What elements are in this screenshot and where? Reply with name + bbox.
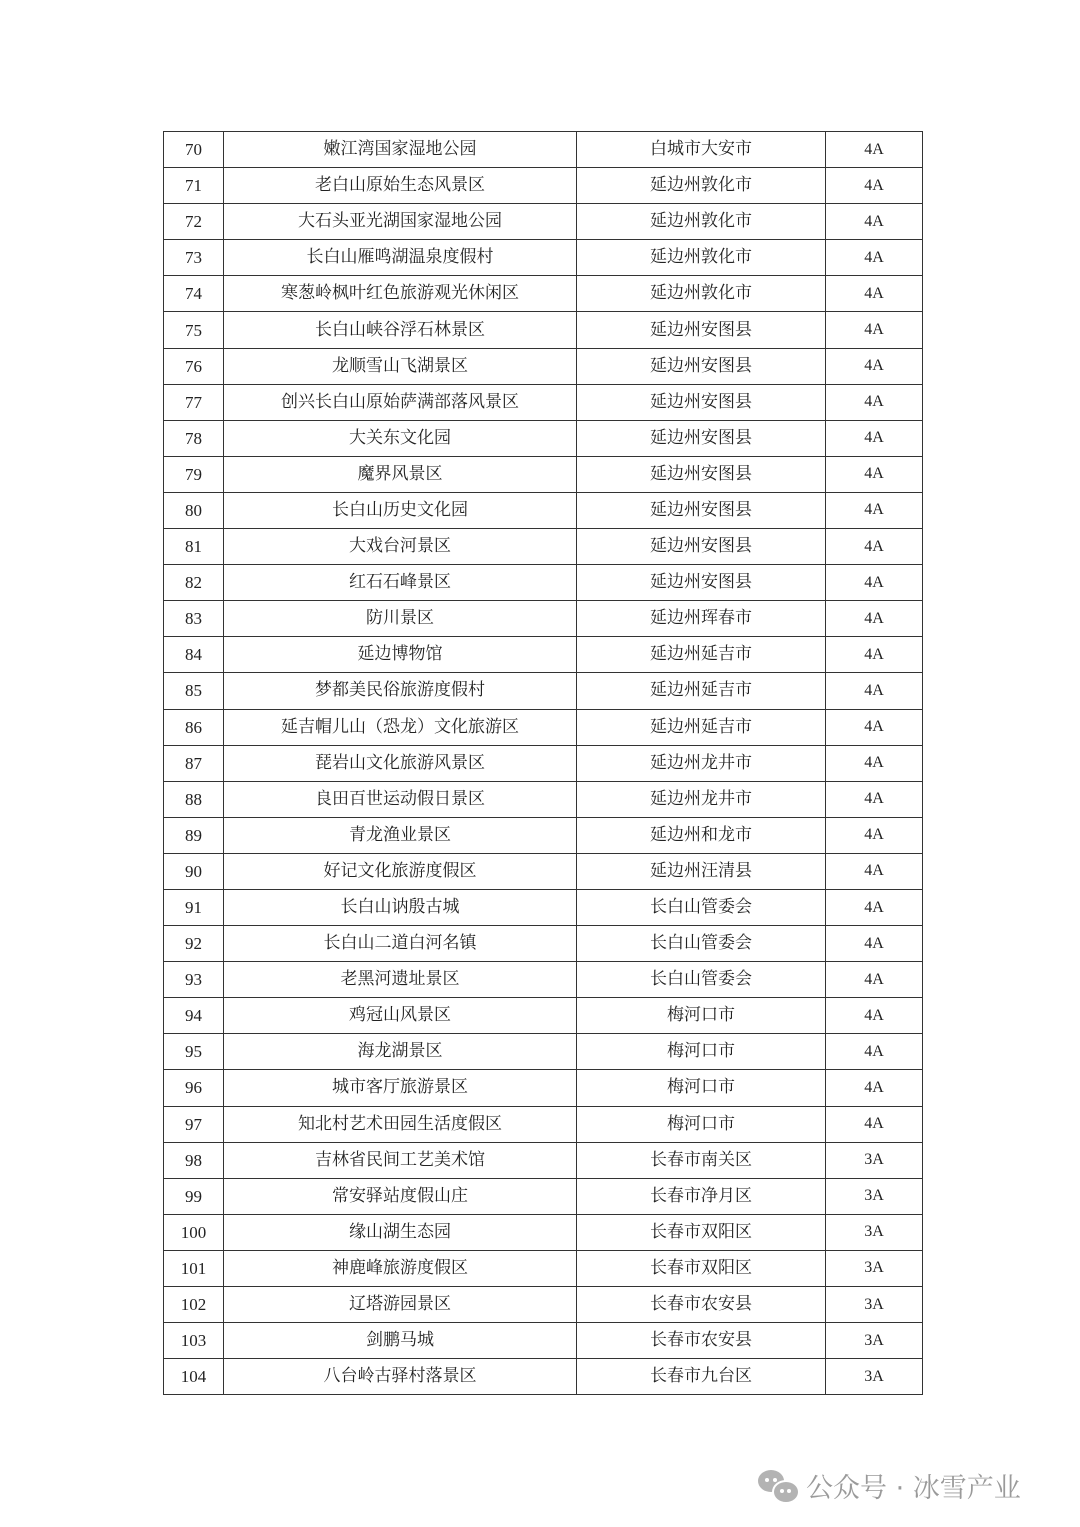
location-cell: 延边州敦化市	[577, 168, 826, 204]
grade-cell: 4A	[826, 348, 923, 384]
row-number-cell: 82	[164, 565, 224, 601]
table-row	[164, 745, 923, 781]
location-cell: 延边州珲春市	[577, 601, 826, 637]
scenic-name-cell: 鸡冠山风景区	[224, 998, 577, 1034]
table-row	[164, 1323, 923, 1359]
scenic-spots-table-container	[163, 131, 922, 1395]
row-number-cell: 92	[164, 926, 224, 962]
table-row	[164, 709, 923, 745]
location-cell: 延边州安图县	[577, 420, 826, 456]
row-number-cell: 72	[164, 204, 224, 240]
table-row	[164, 276, 923, 312]
row-number-cell: 76	[164, 348, 224, 384]
table-row	[164, 240, 923, 276]
row-number-cell: 89	[164, 817, 224, 853]
grade-cell: 4A	[826, 420, 923, 456]
grade-cell: 4A	[826, 745, 923, 781]
row-number-cell: 97	[164, 1106, 224, 1142]
row-number-cell: 101	[164, 1250, 224, 1286]
location-cell: 延边州安图县	[577, 348, 826, 384]
scenic-name-cell: 大关东文化园	[224, 420, 577, 456]
grade-cell: 4A	[826, 781, 923, 817]
table-row	[164, 1287, 923, 1323]
location-cell: 长白山管委会	[577, 889, 826, 925]
location-cell: 延边州延吉市	[577, 709, 826, 745]
table-row	[164, 1070, 923, 1106]
grade-cell: 3A	[826, 1178, 923, 1214]
grade-cell: 4A	[826, 456, 923, 492]
row-number-cell: 103	[164, 1323, 224, 1359]
location-cell: 白城市大安市	[577, 132, 826, 168]
scenic-name-cell: 大戏台河景区	[224, 529, 577, 565]
table-row	[164, 1214, 923, 1250]
grade-cell: 3A	[826, 1250, 923, 1286]
row-number-cell: 74	[164, 276, 224, 312]
table-row	[164, 781, 923, 817]
location-cell: 长白山管委会	[577, 962, 826, 998]
grade-cell: 4A	[826, 817, 923, 853]
table-row	[164, 1178, 923, 1214]
table-row	[164, 889, 923, 925]
scenic-name-cell: 神鹿峰旅游度假区	[224, 1250, 577, 1286]
location-cell: 延边州安图县	[577, 456, 826, 492]
grade-cell: 4A	[826, 1106, 923, 1142]
scenic-name-cell: 延吉帽儿山（恐龙）文化旅游区	[224, 709, 577, 745]
row-number-cell: 91	[164, 889, 224, 925]
grade-cell: 4A	[826, 1070, 923, 1106]
table-row	[164, 420, 923, 456]
row-number-cell: 99	[164, 1178, 224, 1214]
grade-cell: 3A	[826, 1287, 923, 1323]
scenic-name-cell: 长白山历史文化园	[224, 492, 577, 528]
location-cell: 延边州安图县	[577, 384, 826, 420]
location-cell: 延边州和龙市	[577, 817, 826, 853]
scenic-spots-table	[163, 131, 923, 1395]
scenic-name-cell: 寒葱岭枫叶红色旅游观光休闲区	[224, 276, 577, 312]
grade-cell: 4A	[826, 637, 923, 673]
scenic-name-cell: 良田百世运动假日景区	[224, 781, 577, 817]
grade-cell: 4A	[826, 889, 923, 925]
wechat-icon	[758, 1470, 798, 1502]
row-number-cell: 100	[164, 1214, 224, 1250]
table-row	[164, 204, 923, 240]
table-body	[164, 132, 923, 1395]
row-number-cell: 96	[164, 1070, 224, 1106]
grade-cell: 4A	[826, 276, 923, 312]
scenic-name-cell: 长白山讷殷古城	[224, 889, 577, 925]
scenic-name-cell: 城市客厅旅游景区	[224, 1070, 577, 1106]
grade-cell: 4A	[826, 168, 923, 204]
table-row	[164, 1142, 923, 1178]
scenic-name-cell: 缘山湖生态园	[224, 1214, 577, 1250]
table-row	[164, 962, 923, 998]
table-row	[164, 673, 923, 709]
location-cell: 延边州敦化市	[577, 276, 826, 312]
row-number-cell: 102	[164, 1287, 224, 1323]
table-row	[164, 1359, 923, 1395]
row-number-cell: 71	[164, 168, 224, 204]
row-number-cell: 104	[164, 1359, 224, 1395]
scenic-name-cell: 老黑河遗址景区	[224, 962, 577, 998]
grade-cell: 4A	[826, 998, 923, 1034]
grade-cell: 4A	[826, 565, 923, 601]
scenic-name-cell: 剑鹏马城	[224, 1323, 577, 1359]
location-cell: 延边州龙井市	[577, 781, 826, 817]
table-row	[164, 853, 923, 889]
scenic-name-cell: 辽塔游园景区	[224, 1287, 577, 1323]
table-row	[164, 384, 923, 420]
row-number-cell: 95	[164, 1034, 224, 1070]
location-cell: 延边州安图县	[577, 492, 826, 528]
grade-cell: 4A	[826, 926, 923, 962]
table-row	[164, 565, 923, 601]
row-number-cell: 79	[164, 456, 224, 492]
location-cell: 长春市农安县	[577, 1287, 826, 1323]
row-number-cell: 94	[164, 998, 224, 1034]
table-row	[164, 312, 923, 348]
location-cell: 延边州延吉市	[577, 673, 826, 709]
location-cell: 梅河口市	[577, 1070, 826, 1106]
grade-cell: 4A	[826, 204, 923, 240]
scenic-name-cell: 海龙湖景区	[224, 1034, 577, 1070]
watermark-label: 公众号 · 冰雪产业	[806, 1473, 1021, 1504]
location-cell: 延边州汪清县	[577, 853, 826, 889]
location-cell: 长白山管委会	[577, 926, 826, 962]
grade-cell: 4A	[826, 709, 923, 745]
grade-cell: 4A	[826, 132, 923, 168]
scenic-name-cell: 老白山原始生态风景区	[224, 168, 577, 204]
grade-cell: 4A	[826, 384, 923, 420]
table-row	[164, 492, 923, 528]
location-cell: 长春市双阳区	[577, 1214, 826, 1250]
scenic-name-cell: 好记文化旅游度假区	[224, 853, 577, 889]
location-cell: 延边州延吉市	[577, 637, 826, 673]
location-cell: 梅河口市	[577, 998, 826, 1034]
scenic-name-cell: 防川景区	[224, 601, 577, 637]
location-cell: 长春市农安县	[577, 1323, 826, 1359]
row-number-cell: 81	[164, 529, 224, 565]
grade-cell: 3A	[826, 1323, 923, 1359]
grade-cell: 4A	[826, 853, 923, 889]
table-row	[164, 456, 923, 492]
table-row	[164, 637, 923, 673]
location-cell: 延边州安图县	[577, 312, 826, 348]
grade-cell: 4A	[826, 673, 923, 709]
table-row	[164, 817, 923, 853]
scenic-name-cell: 琵岩山文化旅游风景区	[224, 745, 577, 781]
table-row	[164, 348, 923, 384]
scenic-name-cell: 大石头亚光湖国家湿地公园	[224, 204, 577, 240]
row-number-cell: 85	[164, 673, 224, 709]
row-number-cell: 70	[164, 132, 224, 168]
grade-cell: 4A	[826, 312, 923, 348]
grade-cell: 3A	[826, 1359, 923, 1395]
table-row	[164, 1106, 923, 1142]
scenic-name-cell: 吉林省民间工艺美术馆	[224, 1142, 577, 1178]
row-number-cell: 98	[164, 1142, 224, 1178]
scenic-name-cell: 青龙渔业景区	[224, 817, 577, 853]
row-number-cell: 80	[164, 492, 224, 528]
row-number-cell: 78	[164, 420, 224, 456]
row-number-cell: 84	[164, 637, 224, 673]
grade-cell: 4A	[826, 1034, 923, 1070]
location-cell: 长春市双阳区	[577, 1250, 826, 1286]
table-row	[164, 926, 923, 962]
location-cell: 长春市九台区	[577, 1359, 826, 1395]
scenic-name-cell: 八台岭古驿村落景区	[224, 1359, 577, 1395]
table-row	[164, 1250, 923, 1286]
table-row	[164, 601, 923, 637]
location-cell: 梅河口市	[577, 1106, 826, 1142]
table-row	[164, 529, 923, 565]
location-cell: 长春市净月区	[577, 1178, 826, 1214]
scenic-name-cell: 长白山雁鸣湖温泉度假村	[224, 240, 577, 276]
scenic-name-cell: 魔界风景区	[224, 456, 577, 492]
row-number-cell: 87	[164, 745, 224, 781]
row-number-cell: 93	[164, 962, 224, 998]
location-cell: 延边州龙井市	[577, 745, 826, 781]
location-cell: 延边州敦化市	[577, 240, 826, 276]
location-cell: 延边州安图县	[577, 529, 826, 565]
grade-cell: 4A	[826, 529, 923, 565]
row-number-cell: 88	[164, 781, 224, 817]
location-cell: 梅河口市	[577, 1034, 826, 1070]
table-row	[164, 1034, 923, 1070]
table-row	[164, 132, 923, 168]
grade-cell: 3A	[826, 1142, 923, 1178]
location-cell: 延边州敦化市	[577, 204, 826, 240]
scenic-name-cell: 延边博物馆	[224, 637, 577, 673]
location-cell: 长春市南关区	[577, 1142, 826, 1178]
grade-cell: 4A	[826, 240, 923, 276]
row-number-cell: 75	[164, 312, 224, 348]
row-number-cell: 83	[164, 601, 224, 637]
scenic-name-cell: 知北村艺术田园生活度假区	[224, 1106, 577, 1142]
scenic-name-cell: 梦都美民俗旅游度假村	[224, 673, 577, 709]
grade-cell: 4A	[826, 962, 923, 998]
table-row	[164, 998, 923, 1034]
scenic-name-cell: 龙顺雪山飞湖景区	[224, 348, 577, 384]
watermark-footer	[758, 1466, 1021, 1505]
grade-cell: 4A	[826, 601, 923, 637]
scenic-name-cell: 创兴长白山原始萨满部落风景区	[224, 384, 577, 420]
scenic-name-cell: 嫩江湾国家湿地公园	[224, 132, 577, 168]
row-number-cell: 86	[164, 709, 224, 745]
row-number-cell: 73	[164, 240, 224, 276]
scenic-name-cell: 长白山峡谷浮石林景区	[224, 312, 577, 348]
location-cell: 延边州安图县	[577, 565, 826, 601]
scenic-name-cell: 红石石峰景区	[224, 565, 577, 601]
grade-cell: 3A	[826, 1214, 923, 1250]
scenic-name-cell: 常安驿站度假山庄	[224, 1178, 577, 1214]
row-number-cell: 90	[164, 853, 224, 889]
grade-cell: 4A	[826, 492, 923, 528]
table-row	[164, 168, 923, 204]
scenic-name-cell: 长白山二道白河名镇	[224, 926, 577, 962]
row-number-cell: 77	[164, 384, 224, 420]
